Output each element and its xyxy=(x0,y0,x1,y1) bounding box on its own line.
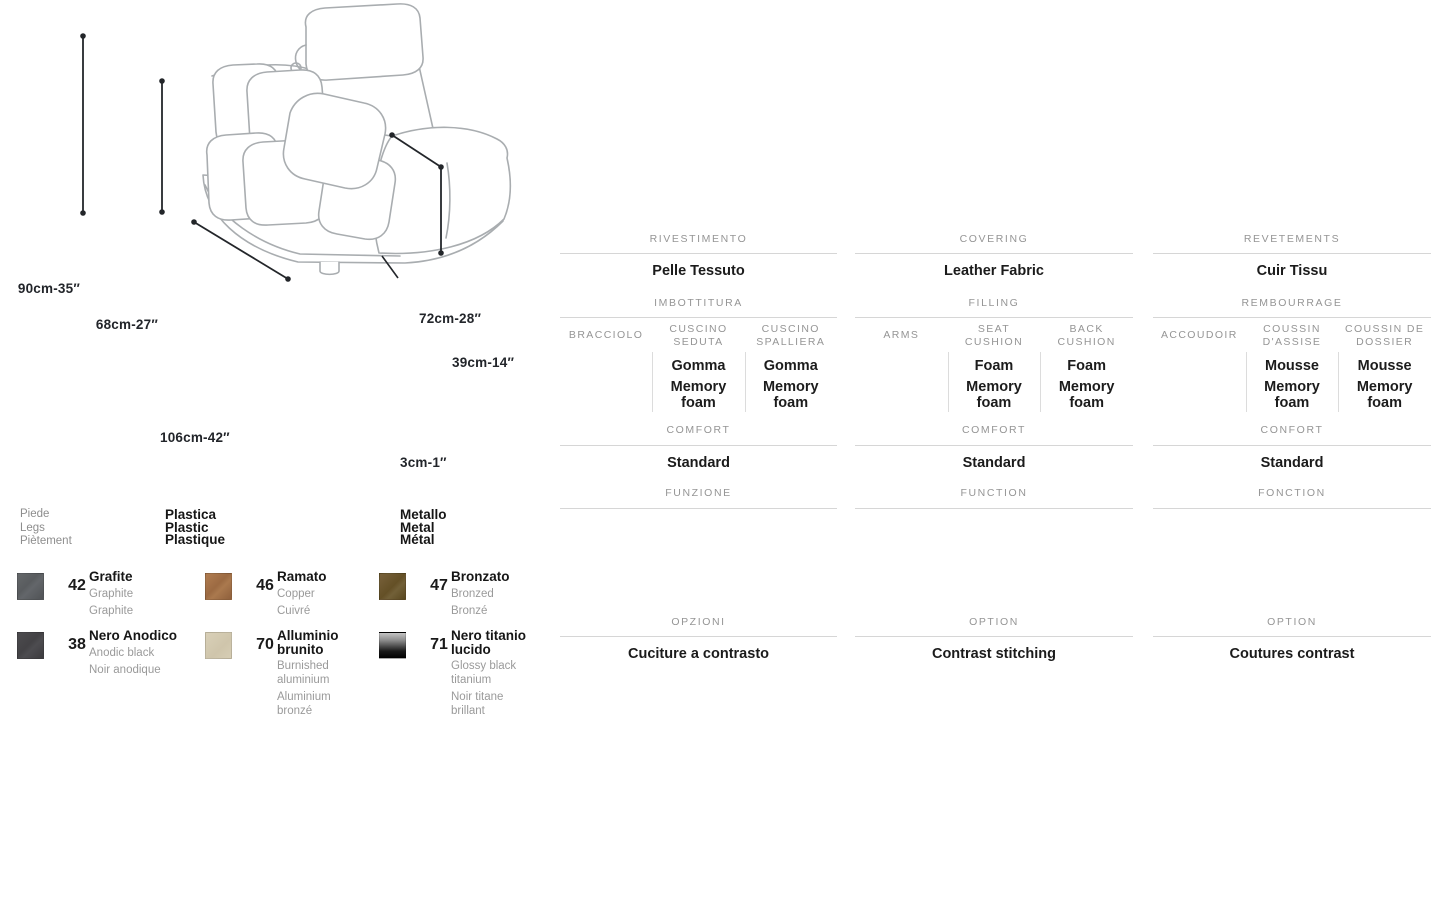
function-label: FUNZIONE xyxy=(665,487,732,499)
swatch-name-en: Graphite xyxy=(89,587,134,600)
filling-label: REMBOURRAGE xyxy=(1241,297,1343,309)
function-value xyxy=(855,516,1133,536)
comfort-value: Standard xyxy=(962,455,1026,471)
swatch-name-fr: Noir titane brillant xyxy=(451,691,504,717)
armchair-line-drawing xyxy=(0,0,540,300)
legs-caption-it: Piede xyxy=(20,508,50,520)
swatch-code: 46 xyxy=(256,577,274,594)
dim-back-height: 68cm-27″ xyxy=(95,317,158,332)
covering-value: Cuir Tissu xyxy=(1256,263,1328,279)
dim-seat-height: 39cm-14″ xyxy=(452,355,515,370)
material-title-metal: Metallo Metal Métal xyxy=(400,507,447,547)
swatch-name: Alluminio brunito xyxy=(277,628,339,657)
swatch-color-sample xyxy=(379,573,406,600)
chair-outline xyxy=(203,4,510,275)
filling-header-arm: ACCOUDOIR xyxy=(1160,329,1238,342)
spec-column-fr xyxy=(1153,230,1431,680)
comfort-label: COMFORT xyxy=(961,424,1027,436)
filling-header-back: BACK CUSHION xyxy=(1057,322,1116,348)
function-label: FONCTION xyxy=(1258,487,1326,499)
divider xyxy=(560,317,837,318)
filling-headers xyxy=(560,320,837,352)
swatch-name: Nero Anodico xyxy=(89,628,178,643)
swatch-color-sample xyxy=(205,573,232,600)
comfort-value: Standard xyxy=(667,455,730,471)
options-label: OPTION xyxy=(1267,616,1317,628)
function-label: FUNCTION xyxy=(960,487,1028,499)
options-label: OPZIONI xyxy=(671,616,726,628)
filling-header-arm: ARMS xyxy=(883,329,920,342)
covering-value: Pelle Tessuto xyxy=(652,263,745,279)
swatch-name-fr: Cuivré xyxy=(277,605,311,617)
options-label: OPTION xyxy=(969,616,1019,628)
swatch-name-en: Burnished aluminium xyxy=(277,660,330,686)
function-value xyxy=(1153,516,1431,536)
swatch-name-fr: Noir anodique xyxy=(89,664,161,676)
covering-label: REVETEMENTS xyxy=(1243,233,1341,245)
swatch-color-sample xyxy=(379,632,406,659)
filling-label: IMBOTTITURA xyxy=(654,297,743,309)
divider xyxy=(560,508,837,509)
filling-headers xyxy=(855,320,1133,352)
swatch-color-sample xyxy=(17,573,44,600)
swatch-code: 70 xyxy=(256,636,274,653)
comfort-label: CONFORT xyxy=(1260,424,1324,436)
filling-header-seat: COUSSIN D'ASSISE xyxy=(1262,322,1322,348)
divider xyxy=(560,445,837,446)
swatch-name: Nero titanio lucido xyxy=(451,628,527,657)
dim-seat-depth: 72cm-28″ xyxy=(419,311,482,326)
covering-value: Leather Fabric xyxy=(944,263,1044,279)
swatch-name: Bronzato xyxy=(451,569,510,584)
filling-header-back: CUSCINO SPALLIERA xyxy=(756,322,826,348)
filling-label: FILLING xyxy=(968,297,1020,309)
filling-values: Foam Memory foam Foam Memory foam xyxy=(966,358,1115,411)
filling-values: Gomma Memory foam Gomma Memory foam xyxy=(670,358,819,411)
swatch-name: Ramato xyxy=(277,569,327,584)
swatch-color-sample xyxy=(17,632,44,659)
divider xyxy=(1153,508,1431,509)
options-value: Coutures contrast xyxy=(1229,646,1355,662)
filling-header-seat: CUSCINO SEDUTA xyxy=(669,322,728,348)
swatch-name-en: Glossy black titanium xyxy=(451,660,517,686)
swatch-name-en: Anodic black xyxy=(89,646,155,659)
dim-total-height: 90cm-35″ xyxy=(17,281,80,296)
options-value: Cuciture a contrasto xyxy=(628,646,769,662)
legs-caption xyxy=(20,508,72,549)
swatch-name-fr: Graphite xyxy=(89,605,134,617)
divider xyxy=(560,636,837,637)
swatch-code: 42 xyxy=(68,577,86,594)
options-value: Contrast stitching xyxy=(931,646,1057,662)
swatch-name-fr: Aluminium bronzé xyxy=(277,691,331,717)
divider xyxy=(1153,445,1431,446)
swatch-name-fr: Bronzé xyxy=(451,605,488,617)
divider xyxy=(855,253,1133,254)
legs-caption-en: Legs xyxy=(20,521,45,534)
filling-values: Mousse Memory foam Mousse Memory foam xyxy=(1264,358,1413,411)
swatch-name: Grafite xyxy=(89,569,133,584)
dim-leg-height: 3cm-1″ xyxy=(400,455,447,470)
divider xyxy=(560,253,837,254)
swatch-code: 71 xyxy=(430,636,448,653)
covering-label: RIVESTIMENTO xyxy=(649,233,748,245)
divider xyxy=(855,317,1133,318)
filling-headers xyxy=(1153,320,1431,352)
swatch-name-en: Bronzed xyxy=(451,587,494,600)
covering-label: COVERING xyxy=(959,233,1029,245)
comfort-label: COMFORT xyxy=(666,424,731,436)
divider xyxy=(855,445,1133,446)
spec-column-it xyxy=(560,230,837,680)
divider xyxy=(855,508,1133,509)
legs-caption-fr: Piètement xyxy=(20,535,72,547)
material-title-plastic: Plastica Plastic Plastique xyxy=(165,507,226,547)
function-value xyxy=(560,516,837,536)
filling-header-seat: SEAT CUSHION xyxy=(964,322,1024,348)
filling-header-back: COUSSIN DE DOSSIER xyxy=(1344,322,1425,348)
divider xyxy=(1153,317,1431,318)
comfort-value: Standard xyxy=(1260,455,1324,471)
swatch-code: 47 xyxy=(430,577,448,594)
divider xyxy=(855,636,1133,637)
divider xyxy=(1153,636,1431,637)
swatch-color-sample xyxy=(205,632,232,659)
divider xyxy=(1153,253,1431,254)
filling-header-arm: BRACCIOLO xyxy=(568,329,644,342)
swatch-code: 38 xyxy=(68,636,86,653)
swatch-name-en: Copper xyxy=(277,587,315,600)
dim-width: 106cm-42″ xyxy=(160,430,230,445)
spec-column-en xyxy=(855,230,1133,680)
